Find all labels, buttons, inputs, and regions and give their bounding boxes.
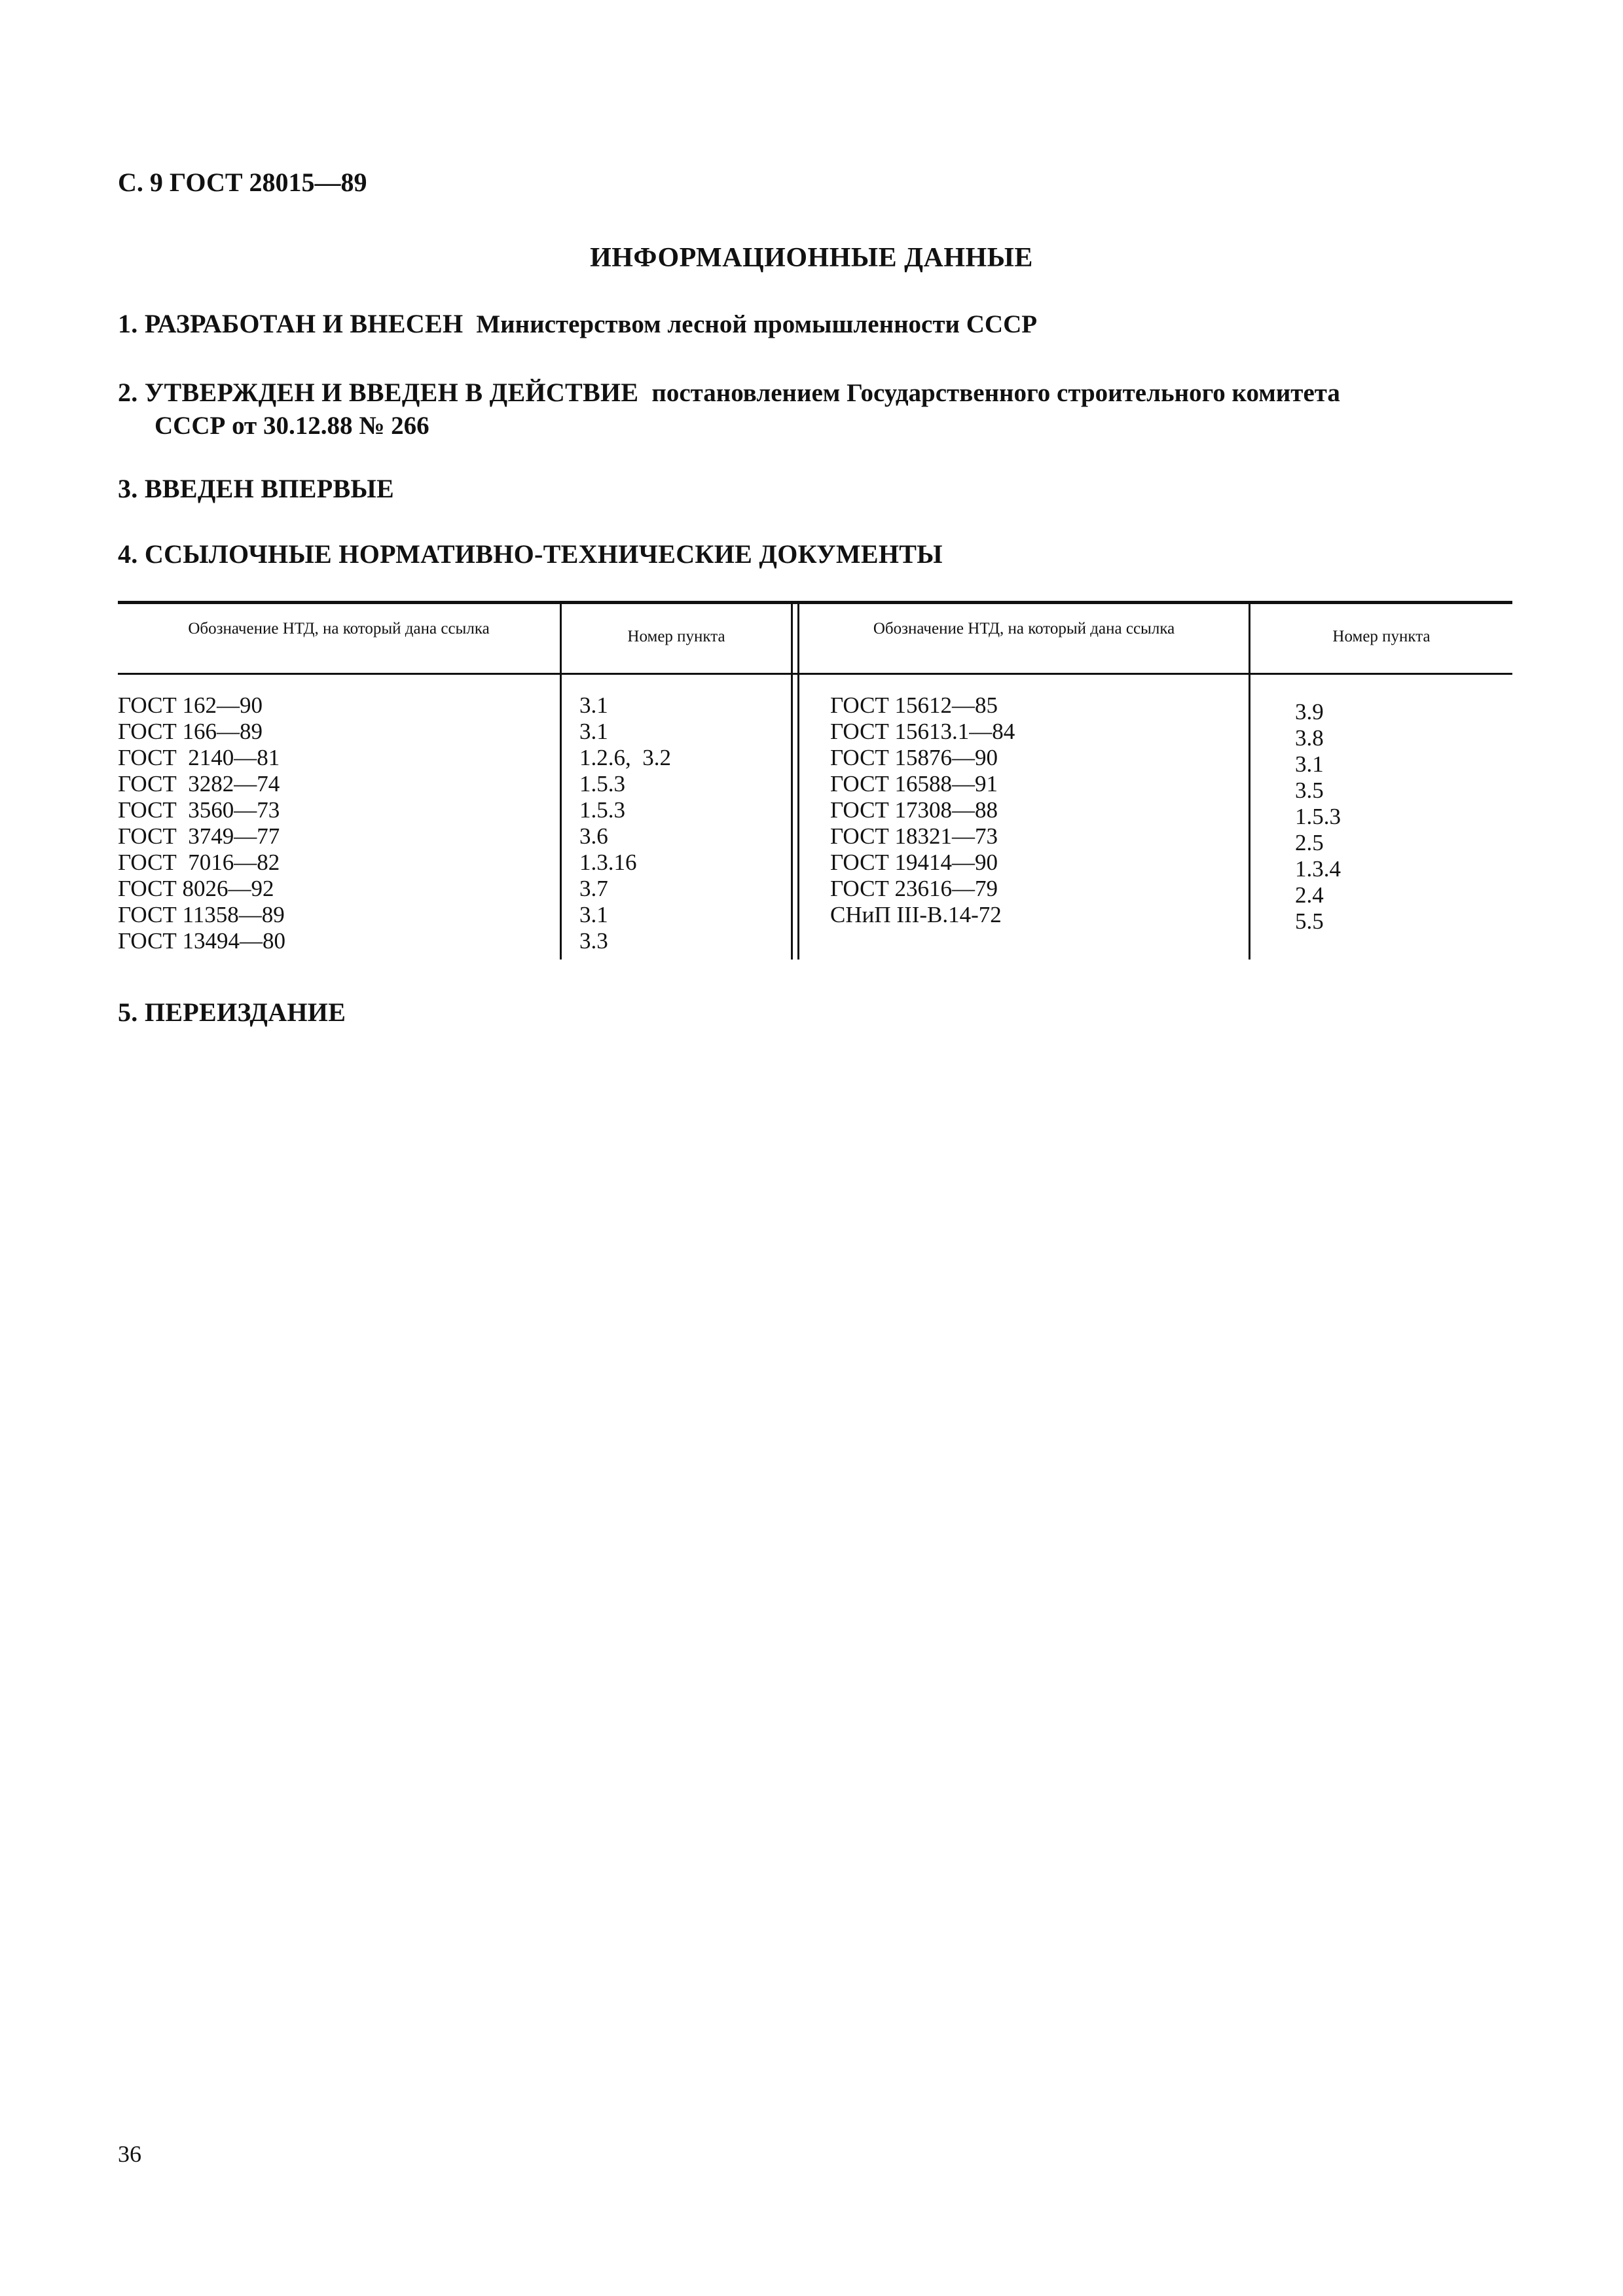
table-cell: 5.5 <box>1295 908 1324 934</box>
item-approved-text-line1: постановлением Государственного строительного комитета <box>651 379 1340 407</box>
left-doc-column <box>118 692 285 954</box>
item-references-label: 4. ССЫЛОЧНЫЕ НОРМАТИВНО-ТЕХНИЧЕСКИЕ ДОКУМЕНТЫ <box>118 539 943 569</box>
table-header-rule <box>118 673 1512 675</box>
references-table <box>118 601 1512 960</box>
table-cell: ГОСТ 166—89 <box>118 719 263 744</box>
item-reissue-label: 5. ПЕРЕИЗДАНИЕ <box>118 997 346 1027</box>
item-developed-text: Министерством лесной промышленности СССР <box>476 310 1038 338</box>
table-cell: 1.2.6, 3.2 <box>579 745 671 770</box>
item-first-label: 3. ВВЕДЕН ВПЕРВЫЕ <box>118 474 394 503</box>
table-cell: ГОСТ 7016—82 <box>118 850 280 875</box>
header-doc-right: Обозначение НТД, на который дана ссылка <box>873 620 1175 637</box>
table-cell: 2.4 <box>1295 882 1324 908</box>
left-clause-column <box>579 692 671 954</box>
table-cell: ГОСТ 19414—90 <box>830 850 998 875</box>
table-cell: 2.5 <box>1295 830 1324 855</box>
page-title: ИНФОРМАЦИОННЫЕ ДАННЫЕ <box>590 243 1033 273</box>
table-cell: 1.5.3 <box>579 771 625 797</box>
item-references <box>118 538 943 571</box>
table-cell: 1.3.4 <box>1295 856 1341 882</box>
table-double-divider-right <box>797 601 799 960</box>
table-cell: ГОСТ 2140—81 <box>118 745 280 770</box>
table-cell: 1.3.16 <box>579 850 637 875</box>
table-cell: ГОСТ 13494—80 <box>118 928 286 954</box>
table-cell: 3.1 <box>1295 751 1324 777</box>
table-cell: 3.3 <box>579 928 608 954</box>
table-cell: ГОСТ 16588—91 <box>830 771 998 797</box>
table-cell: СНиП III-В.14-72 <box>830 902 1002 927</box>
table-cell: 1.5.3 <box>1295 804 1341 829</box>
table-cell: 3.7 <box>579 876 608 901</box>
item-approved-text-line2: СССР от 30.12.88 № 266 <box>155 412 429 440</box>
table-cell: 3.5 <box>1295 778 1324 803</box>
item-first-introduced <box>118 473 394 505</box>
table-divider <box>560 601 562 960</box>
table-cell: ГОСТ 3282—74 <box>118 771 280 797</box>
table-cell: ГОСТ 15876—90 <box>830 745 998 770</box>
table-cell: ГОСТ 17308—88 <box>830 797 998 823</box>
table-cell: ГОСТ 3749—77 <box>118 823 280 849</box>
table-cell: 3.1 <box>579 692 608 718</box>
header-clause-right: Номер пункта <box>1332 628 1431 645</box>
table-cell: ГОСТ 162—90 <box>118 692 263 718</box>
item-developed <box>118 308 1037 341</box>
page-number: 36 <box>118 2141 141 2167</box>
table-cell: ГОСТ 15612—85 <box>830 692 998 718</box>
table-cell: ГОСТ 23616—79 <box>830 876 998 901</box>
table-cell: ГОСТ 8026—92 <box>118 876 274 901</box>
table-top-rule <box>118 601 1512 604</box>
table-cell: ГОСТ 11358—89 <box>118 902 285 927</box>
table-double-divider-left <box>791 601 793 960</box>
header-doc-left: Обозначение НТД, на который дана ссылка <box>188 620 490 637</box>
table-divider <box>1249 601 1250 960</box>
header-clause-left: Номер пункта <box>627 628 725 645</box>
item-reissue <box>118 996 346 1029</box>
item-approved <box>118 376 1512 442</box>
table-cell: 3.6 <box>579 823 608 849</box>
table-cell: 3.1 <box>579 719 608 744</box>
table-cell: 1.5.3 <box>579 797 625 823</box>
table-cell: ГОСТ 18321—73 <box>830 823 998 849</box>
item-developed-label: 1. РАЗРАБОТАН И ВНЕСЕН <box>118 309 464 338</box>
right-clause-column <box>1295 699 1341 935</box>
table-cell: ГОСТ 15613.1—84 <box>830 719 1015 744</box>
right-doc-column <box>830 692 1015 928</box>
table-cell: 3.9 <box>1295 699 1324 725</box>
item-approved-label: 2. УТВЕРЖДЕН И ВВЕДЕН В ДЕЙСТВИЕ <box>118 378 639 407</box>
table-cell: ГОСТ 3560—73 <box>118 797 280 823</box>
running-header: С. 9 ГОСТ 28015—89 <box>118 168 367 197</box>
table-cell: 3.1 <box>579 902 608 927</box>
table-cell: 3.8 <box>1295 725 1324 751</box>
